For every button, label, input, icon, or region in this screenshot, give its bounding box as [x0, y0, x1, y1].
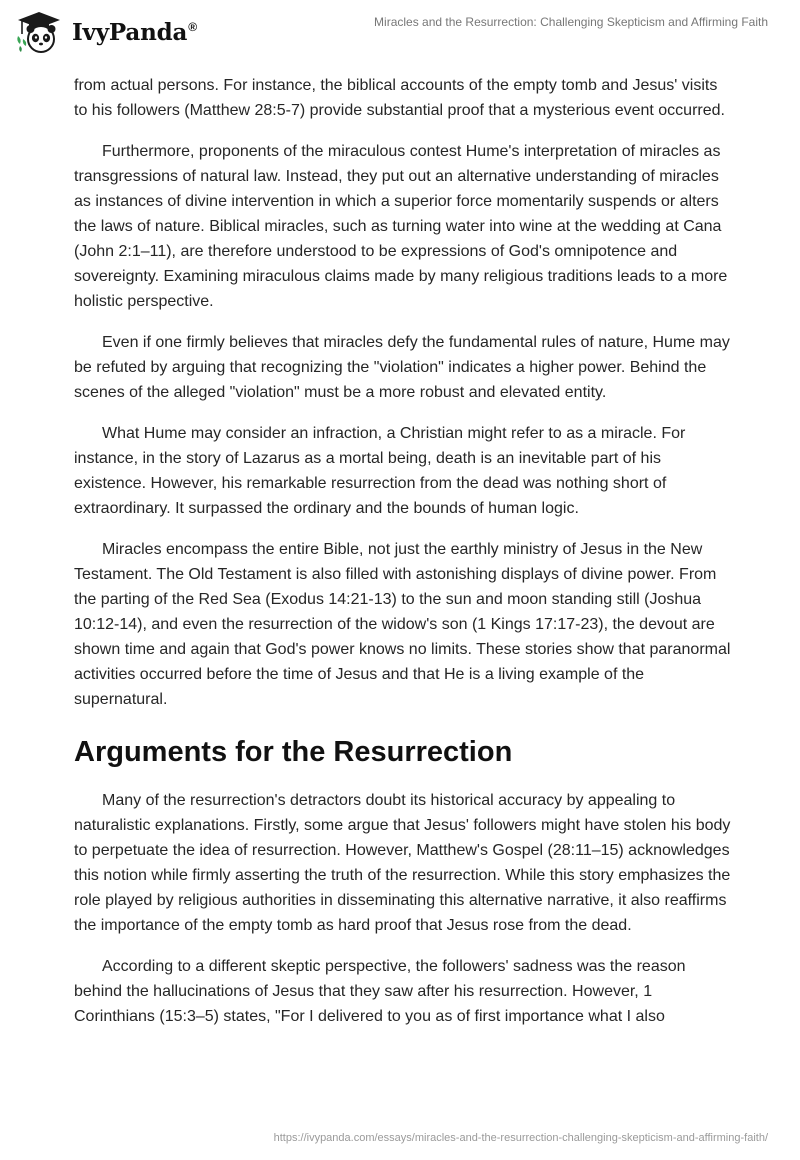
document-title: Miracles and the Resurrection: Challenging Skepticism and Affirming Faith: [374, 15, 768, 29]
page-header: [0, 0, 800, 64]
brand-name: IvyPanda®: [72, 18, 197, 46]
panda-logo-icon: [14, 10, 64, 54]
paragraph: Many of the resurrection's detractors doubt its historical accuracy by appealing to naturalistic explanations. Firstly, some argue that Jesus' followers might have stolen his body to perpetuate the idea of resurrection. However, Matthew's Gospel (28:11–15) acknowledges this notion while firmly asserting the truth of the resurrection. While this story emphasizes the role played by religious authorities in disseminating this alternative narrative, it also reaffirms the importance of the empty tomb as hard proof that Jesus rose from the dead.: [74, 792, 731, 934]
ivypanda-logo[interactable]: [14, 10, 197, 54]
section-heading: Arguments for the Resurrection: [74, 736, 513, 768]
paragraph: According to a different skeptic perspective, the followers' sadness was the reason behind the hallucinations of Jesus that they saw after his resurrection. However, 1 Corinthians (15:3–5) states, "For I delivered to you as of first importance what I also: [74, 958, 686, 1025]
registered-mark: ®: [188, 19, 197, 34]
paragraph: Miracles encompass the entire Bible, not just the earthly ministry of Jesus in the New Testament. The Old Testament is also filled with astonishing displays of divine power. From the parting of the Red Sea (Exodus 14:21-13) to the sun and moon standing still (Joshua 10:12-14), and even the resurrection of the widow's son (1 Kings 17:17-23), the devout are shown time and again that God's power knows no limits. These stories show that paranormal activities occurred before the time of Jesus and that He is a living example of the supernatural.: [74, 541, 731, 708]
paragraph: Even if one firmly believes that miracles defy the fundamental rules of nature, Hume may be refuted by arguing that recognizing the "violation" indicates a higher power. Behind the scenes of the alleged "violation" must be a more robust and elevated entity.: [74, 334, 730, 401]
paragraph: from actual persons. For instance, the biblical accounts of the empty tomb and Jesus' visits to his followers (Matthew 28:5-7) provide substantial proof that a mysterious event occurred.: [74, 77, 725, 119]
paragraph: What Hume may consider an infraction, a Christian might refer to as a miracle. For instance, in the story of Lazarus as a mortal being, death is an inevitable part of his existence. However, his remarkable resurrection from the dead was nothing short of extraordinary. It surpassed the ordinary and the bounds of human logic.: [74, 425, 686, 517]
paragraph: Furthermore, proponents of the miraculous contest Hume's interpretation of miracles as transgressions of natural law. Instead, they put out an alternative understanding of miracles as instances of divine intervention in which a superior force momentarily suspends or alters the laws of nature. Biblical miracles, such as turning water into wine at the wedding at Cana (John 2:1–11), are therefore understood to be expressions of God's omnipotence and sovereignty. Examining miraculous claims made by many religious traditions leads to a more holistic perspective.: [74, 143, 728, 310]
essay-body: [74, 73, 734, 1045]
source-url[interactable]: https://ivypanda.com/essays/miracles-and-the-resurrection-challenging-skepticism-and-affirming-faith/: [273, 1132, 768, 1144]
